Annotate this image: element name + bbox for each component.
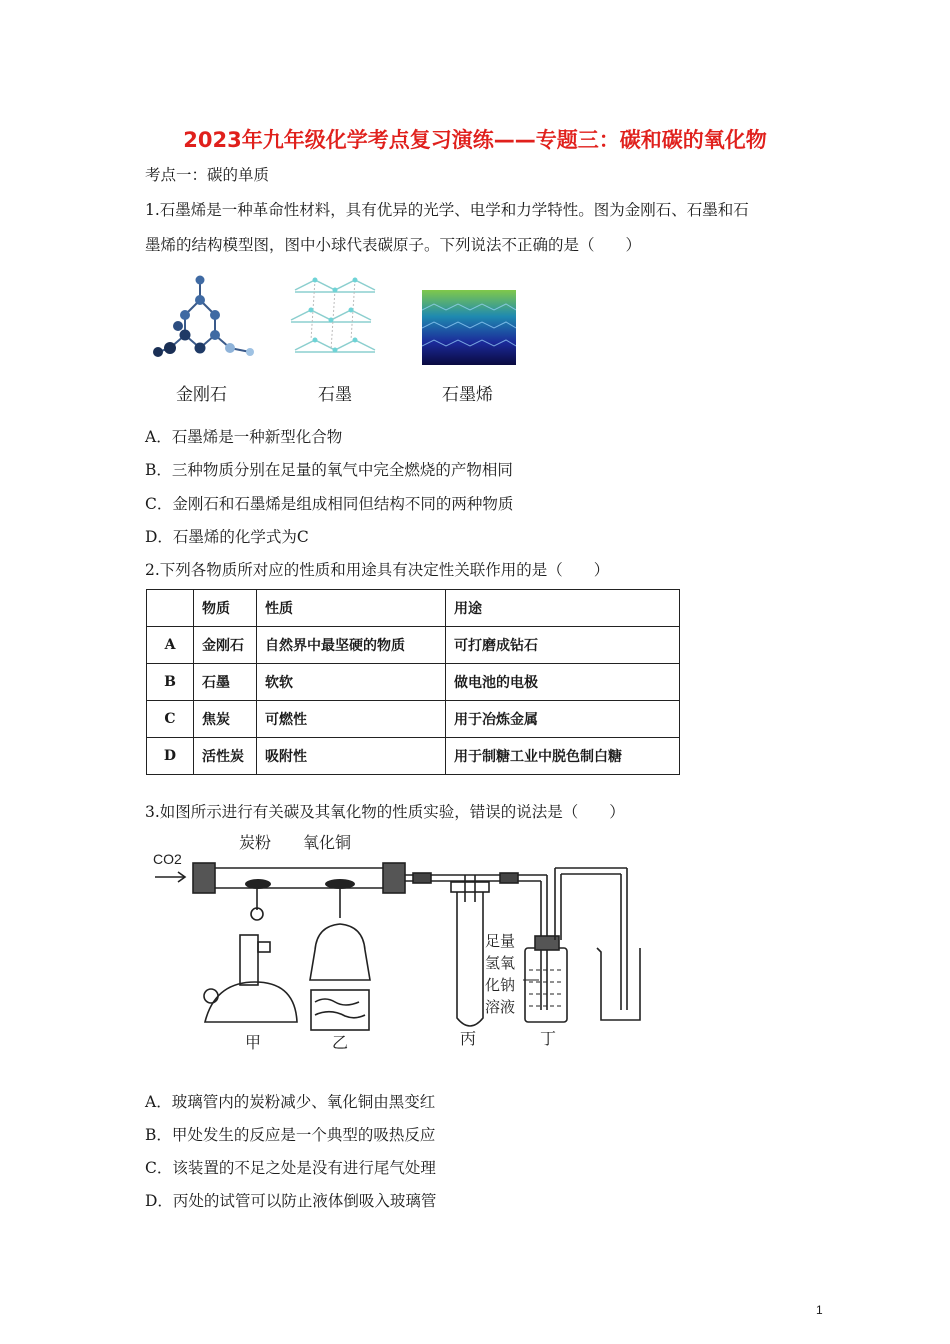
q1-option-a: A．石墨烯是一种新型化合物 — [145, 428, 343, 446]
table-cell: 可燃性 — [257, 701, 446, 738]
naoh-label-line2: 氢氧 — [485, 954, 516, 972]
naoh-label-line1: 足量 — [485, 932, 516, 950]
q3-option-c: C．该装置的不足之处是没有进行尾气处理 — [145, 1159, 436, 1177]
q3-option-b: B．甲处发生的反应是一个典型的吸热反应 — [145, 1126, 436, 1144]
section-heading: 考点一：碳的单质 — [145, 166, 270, 184]
carbon-powder-label: 炭粉 — [239, 833, 272, 852]
q1-stem-line2: 墨烯的结构模型图，图中小球代表碳原子。下列说法不正确的是（ ） — [145, 236, 642, 254]
table-cell: 软软 — [257, 664, 446, 701]
graphene-structure-figure — [422, 290, 516, 365]
q3-option-a: A．玻璃管内的炭粉减少、氧化铜由黑变红 — [145, 1093, 436, 1111]
table-cell — [147, 590, 194, 627]
co2-label: CO2 — [153, 851, 182, 867]
table-cell: 自然界中最坚硬的物质 — [257, 627, 446, 664]
table-cell: 活性炭 — [194, 738, 257, 775]
q1-stem-line1: 1.石墨烯是一种革命性材料，具有优异的光学、电学和力学特性。图为金刚石、石墨和石 — [145, 201, 749, 219]
naoh-label-line4: 溶液 — [485, 998, 516, 1016]
q3-stem: 3.如图所示进行有关碳及其氧化物的性质实验，错误的说法是（ ） — [145, 803, 625, 821]
diamond-structure-figure — [150, 270, 260, 365]
table-cell: 用途 — [446, 590, 680, 627]
table-cell: 物质 — [194, 590, 257, 627]
table-cell: 焦炭 — [194, 701, 257, 738]
page-title: 2023年九年级化学考点复习演练——专题三：碳和碳的氧化物 — [183, 128, 767, 152]
diamond-label: 金刚石 — [176, 385, 227, 405]
graphite-label: 石墨 — [318, 385, 352, 405]
table-cell: B — [147, 664, 194, 701]
q2-stem: 2.下列各物质所对应的性质和用途具有决定性关联作用的是（ ） — [145, 561, 610, 579]
table-cell: A — [147, 627, 194, 664]
table-row — [147, 664, 680, 701]
table-cell: 用于制糖工业中脱色制白糖 — [446, 738, 680, 775]
copper-oxide-label: 氧化铜 — [303, 833, 352, 852]
table-cell: 金刚石 — [194, 627, 257, 664]
q1-option-b: B．三种物质分别在足量的氧气中完全燃烧的产物相同 — [145, 461, 513, 479]
table-row — [147, 627, 680, 664]
table-cell: 做电池的电极 — [446, 664, 680, 701]
q1-option-c: C．金刚石和石墨烯是组成相同但结构不同的两种物质 — [145, 495, 514, 513]
table-cell: 性质 — [257, 590, 446, 627]
table-cell: 用于冶炼金属 — [446, 701, 680, 738]
table-cell: D — [147, 738, 194, 775]
q1-option-d: D．石墨烯的化学式为C — [145, 528, 309, 546]
station-ding-label: 丁 — [540, 1029, 557, 1048]
page-number: 1 — [816, 1303, 823, 1317]
q3-option-d: D．丙处的试管可以防止液体倒吸入玻璃管 — [145, 1192, 437, 1210]
table-header-row — [147, 590, 680, 627]
station-jia-label: 甲 — [245, 1033, 262, 1052]
graphite-structure-figure — [285, 270, 385, 365]
table-cell: C — [147, 701, 194, 738]
graphene-label: 石墨烯 — [442, 385, 493, 405]
experiment-apparatus-figure — [145, 830, 645, 1055]
station-bing-label: 丙 — [460, 1029, 477, 1048]
table-cell: 吸附性 — [257, 738, 446, 775]
table-cell: 石墨 — [194, 664, 257, 701]
station-yi-label: 乙 — [332, 1033, 349, 1052]
q2-table — [146, 589, 680, 775]
table-row — [147, 738, 680, 775]
naoh-label-line3: 化钠 — [485, 976, 516, 994]
table-row — [147, 701, 680, 738]
table-cell: 可打磨成钻石 — [446, 627, 680, 664]
